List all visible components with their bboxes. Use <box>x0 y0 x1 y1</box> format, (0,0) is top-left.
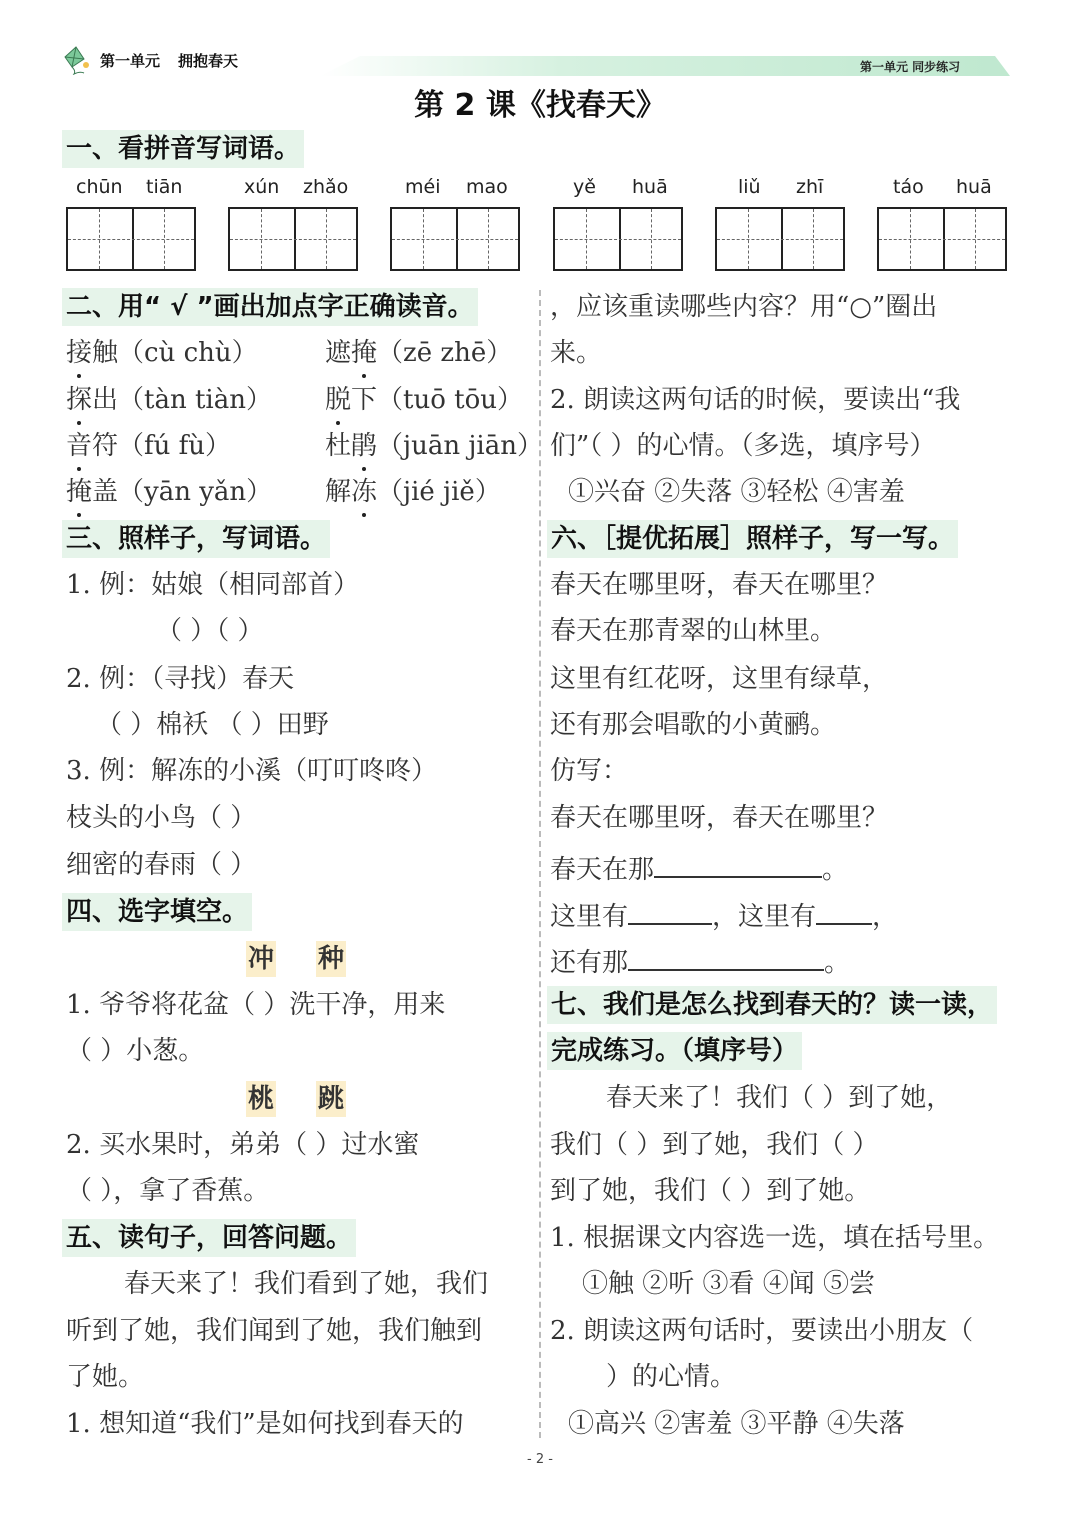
pinyin: méi <box>405 176 441 198</box>
options-line: ①触 ②听 ③看 ④闻 ⑤尝 <box>582 1269 876 1299</box>
question-line: 2. 朗读这两句话的时候，要读出“我 <box>550 385 961 415</box>
reading-item[interactable]: 掩盖（yān yǎn） <box>66 473 272 511</box>
section-4-heading: 四、选字填空。 <box>62 893 252 931</box>
question-line[interactable]: 们”（ ）的心情。（多选，填序号） <box>550 431 936 461</box>
pinyin: yě <box>573 176 596 198</box>
page-number: - 2 - <box>527 1452 553 1467</box>
section-3-heading: 三、照样子，写词语。 <box>62 520 330 558</box>
example-line: 2. 例：（寻找）春天 <box>66 664 295 694</box>
question-line[interactable]: 2. 朗读这两句话时，要读出小朋友（ <box>550 1316 974 1346</box>
choice-char: 跳 <box>316 1081 346 1117</box>
answer-blanks[interactable]: （ ）棉袄 （ ）田野 <box>96 710 329 740</box>
options-line: ①兴奋 ②失落 ③轻松 ④害羞 <box>568 477 905 507</box>
question-line: 1. 根据课文内容选一选，填在括号里。 <box>550 1223 1000 1253</box>
question-line: ，应该重读哪些内容？用“○”圈出 <box>550 292 938 322</box>
section-6-heading: 六、［提优拓展］照样子，写一写。 <box>547 520 958 558</box>
pinyin: liǔ <box>738 176 761 198</box>
imitate-line[interactable]: 这里有 ，这里有 ， <box>550 893 898 936</box>
writing-grid[interactable] <box>228 207 358 271</box>
passage-line: 听到了她，我们闻到了她，我们触到 <box>66 1316 483 1346</box>
question-line[interactable]: ）的心情。 <box>606 1362 737 1392</box>
poem-line: 春天在那青翠的山林里。 <box>550 616 837 646</box>
passage-line[interactable]: 我们（ ）到了她，我们（ ） <box>550 1130 879 1160</box>
pinyin: huā <box>632 176 668 198</box>
passage-line[interactable]: 春天来了！我们（ ）到了她， <box>606 1083 953 1113</box>
lesson-title: 第 2 课《找春天》 <box>414 88 666 123</box>
choice-char: 冲 <box>246 941 276 977</box>
passage-line: 春天来了！我们看到了她，我们 <box>124 1269 489 1299</box>
pinyin: táo <box>893 176 924 198</box>
answer-blanks[interactable]: 细密的春雨（ ） <box>66 850 257 880</box>
reading-item[interactable]: 杜鹃（juān jiān） <box>325 427 543 465</box>
header-unit <box>62 40 238 80</box>
imitate-label: 仿写： <box>550 756 629 786</box>
fill-question[interactable]: 2. 买水果时，弟弟（ ）过水蜜 <box>66 1130 420 1160</box>
answer-blanks[interactable]: （ ）（ ） <box>156 616 264 646</box>
fill-question[interactable]: （ ）小葱。 <box>66 1036 205 1066</box>
reading-item[interactable]: 音符（fú fù） <box>66 427 231 465</box>
question-line: 1. 想知道“我们”是如何找到春天的 <box>66 1409 464 1439</box>
writing-grid[interactable] <box>390 207 520 271</box>
poem-line: 春天在哪里呀，春天在哪里？ <box>550 803 889 833</box>
choice-char: 桃 <box>246 1081 276 1117</box>
fill-question[interactable]: 1. 爷爷将花盆（ ）洗干净，用来 <box>66 990 446 1020</box>
pinyin: mao <box>466 176 508 198</box>
options-line: ①高兴 ②害羞 ③平静 ④失落 <box>568 1409 905 1439</box>
unit-title: 拥抱春天 <box>178 51 239 70</box>
reading-item[interactable]: 探出（tàn tiàn） <box>66 381 272 419</box>
choice-char: 种 <box>316 941 346 977</box>
passage-line: 了她。 <box>66 1362 145 1392</box>
section-2-heading: 二、用“ √ ”画出加点字正确读音。 <box>62 288 478 326</box>
writing-grid[interactable] <box>553 207 683 271</box>
pinyin: huā <box>956 176 992 198</box>
unit-label: 第一单元 <box>100 51 161 70</box>
imitate-line[interactable]: 还有那 。 <box>550 939 850 982</box>
imitate-line[interactable]: 春天在那 。 <box>550 846 848 889</box>
poem-line: 这里有红花呀，这里有绿草， <box>550 664 889 694</box>
kite-logo-icon <box>62 45 92 75</box>
header-right-label: 第一单元 同步练习 <box>860 60 961 74</box>
pinyin: zhǎo <box>303 176 349 198</box>
example-line: 1. 例：姑娘（相同部首） <box>66 570 360 600</box>
section-7-heading-cont: 完成练习。（填序号） <box>547 1032 802 1070</box>
question-line: 来。 <box>550 338 603 368</box>
reading-item[interactable]: 接触（cù chù） <box>66 334 258 372</box>
reading-item[interactable]: 脱下（tuō tōu） <box>325 381 523 419</box>
pinyin: tiān <box>146 176 183 198</box>
section-1-heading: 一、看拼音写词语。 <box>62 130 304 168</box>
reading-item[interactable]: 解冻（jié jiě） <box>325 473 501 511</box>
poem-line: 还有那会唱歌的小黄鹂。 <box>550 710 837 740</box>
pinyin: xún <box>244 176 280 198</box>
passage-line[interactable]: 到了她，我们（ ）到了她。 <box>550 1176 871 1206</box>
example-line: 3. 例：解冻的小溪（叮叮咚咚） <box>66 756 438 786</box>
pinyin: zhī <box>796 176 824 198</box>
writing-grid[interactable] <box>66 207 196 271</box>
section-7-heading: 七、我们是怎么找到春天的？读一读， <box>547 986 997 1024</box>
writing-grid[interactable] <box>877 207 1007 271</box>
reading-item[interactable]: 遮掩（zē zhē） <box>325 334 512 372</box>
section-5-heading: 五、读句子，回答问题。 <box>62 1219 356 1257</box>
fill-question[interactable]: （ ），拿了香蕉。 <box>66 1176 270 1206</box>
poem-line: 春天在哪里呀，春天在哪里？ <box>550 570 889 600</box>
answer-blanks[interactable]: 枝头的小鸟（ ） <box>66 803 257 833</box>
writing-grid[interactable] <box>715 207 845 271</box>
pinyin: chūn <box>76 176 123 198</box>
